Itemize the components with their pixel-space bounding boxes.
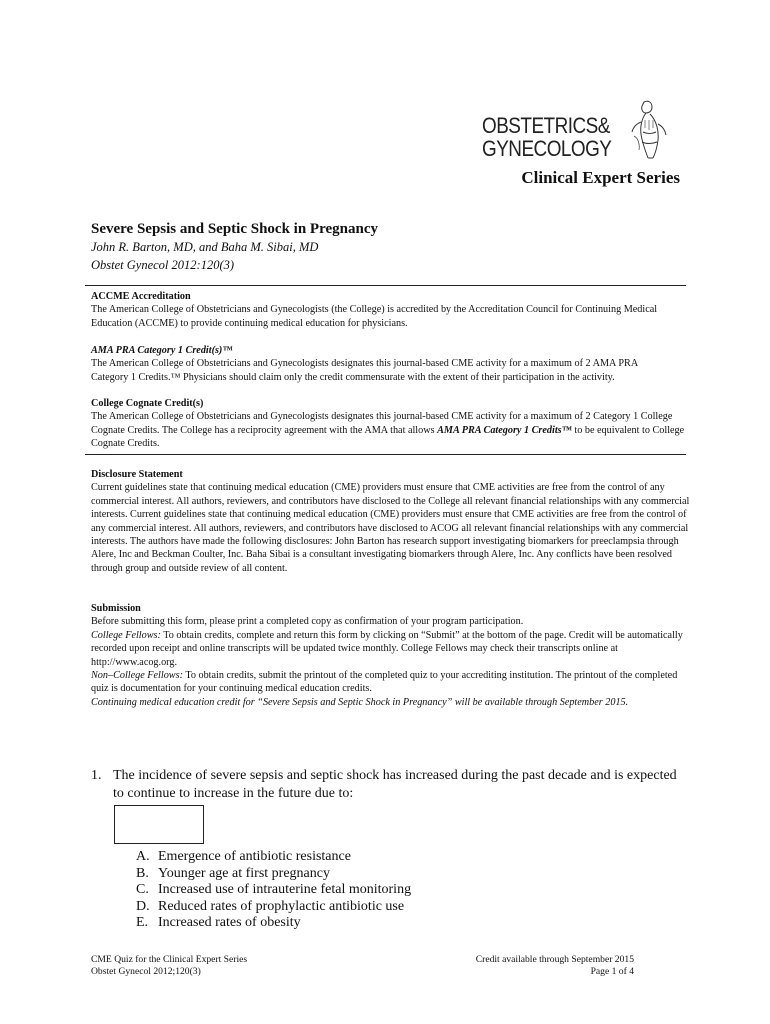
disclosure-text: Current guidelines state that continuing medical education (CME) providers must ensure that CME activities are free from the control of any commercial interest. All authors, reviewers, and contributors have disclosed to the College all relevant financial relationships with any commercial interests. Current guidelines state that continuing medical education (CME) providers must ensure that CME activities are free from the control of any commercial interest. All authors, reviewers, and contributors have disclosed to ACOG all relevant financial relationships with any commercial interests. The authors have made the following disclosures: John Barton has research support investigating biomarkers for preeclampsia through Alere, Inc and Beckman Coulter, Inc. Baha Sibai is a consultant investigating biomarkers through Alere, Inc. Any conflicts have been resolved through group and outside review of all content.	[91, 482, 690, 574]
footer-left	[91, 954, 247, 979]
option-b	[136, 866, 411, 883]
disclosure-heading: Disclosure Statement	[91, 469, 183, 480]
question-text: The incidence of severe sepsis and septic shock has increased during the past decade and is expected to continue to increase in the future due to:	[113, 768, 677, 801]
article-title: Severe Sepsis and Septic Shock in Pregnancy	[91, 221, 378, 237]
footer-quiz-title: CME Quiz for the Clinical Expert Series	[91, 954, 248, 965]
option-text: Reduced rates of prophylactic antibiotic use	[158, 898, 405, 914]
article-authors: John R. Barton, MD, and Baha M. Sibai, MD	[91, 240, 319, 254]
answer-options	[136, 849, 411, 932]
option-c	[136, 882, 411, 899]
logo-figure-icon	[612, 98, 674, 162]
submission-fellows	[91, 629, 691, 669]
question-number: 1.	[91, 768, 102, 783]
nonfellows-text: To obtain credits, submit the printout of the completed quiz to your accrediting institution. The printout of the completed quiz is documentation for your continuing medical education credits.	[91, 670, 678, 695]
option-e	[136, 915, 411, 932]
page-number: Page 1 of 4	[590, 966, 634, 978]
option-text: Increased rates of obesity	[158, 915, 301, 931]
logo-line-2: GYNECOLOGY	[482, 136, 612, 161]
cognate-text-emphasis: AMA PRA Category 1 Credits™	[437, 424, 572, 436]
disclosure-section	[91, 468, 691, 575]
article-citation: Obstet Gynecol 2012:120(3)	[91, 258, 235, 272]
option-letter: C.	[136, 882, 149, 898]
cognate-text-end: to be equivalent to College Cognate Credits.	[91, 424, 685, 450]
credit-availability: Continuing medical education credit for “Severe Sepsis and Septic Shock in Pregnancy” will be available through September 2015.	[91, 696, 629, 708]
journal-logo	[482, 98, 677, 162]
cognate-text	[91, 410, 691, 450]
series-title: Clinical Expert Series	[521, 168, 680, 187]
submission-section	[91, 602, 691, 709]
option-letter: D.	[136, 898, 150, 914]
option-letter: B.	[136, 865, 149, 881]
submission-intro: Before submitting this form, please print a completed copy as confirmation of your program participation.	[91, 616, 524, 628]
logo-line-1: OBSTETRICS&	[482, 113, 610, 138]
option-a	[136, 849, 411, 866]
submission-nonfellows	[91, 669, 691, 696]
ama-heading: AMA PRA Category 1 Credit(s)™	[91, 345, 233, 356]
ama-text-line-1: The American College of Obstetricians and Gynecologists designates this journal-based CME activity for a maximum of 2 AMA PRA	[91, 358, 639, 370]
logo-wordmark	[482, 114, 611, 160]
option-d	[136, 899, 411, 916]
accme-heading: ACCME Accreditation	[91, 291, 191, 302]
footer-citation: Obstet Gynecol 2012;120(3)	[91, 966, 201, 978]
submission-heading: Submission	[91, 603, 141, 614]
cognate-text-start: The American College of Obstetricians and Gynecologists designates this journal-based CME activity for a maximum of 2 Category 1 College Cognate Credits. The College has a reciprocity agreement with the AMA that allows	[91, 411, 673, 436]
option-letter: E.	[136, 915, 149, 931]
option-text: Emergence of antibiotic resistance	[158, 849, 351, 864]
middle-divider	[85, 454, 686, 455]
footer-credit-availability: Credit available through September 2015	[475, 954, 634, 965]
fellows-label: College Fellows:	[91, 629, 161, 641]
ama-section	[91, 344, 691, 384]
ama-text-line-2: Category 1 Credits.™ Physicians should claim only the credit commensurate with the extent of their participation in the activity.	[91, 371, 615, 383]
accme-text: The American College of Obstetricians and Gynecologists (the College) is accredited by the Accreditation Council for Continuing Medical Education (ACCME) to provide continuing medical education for physicians.	[91, 304, 658, 329]
option-letter: A.	[136, 849, 150, 864]
option-text: Younger age at first pregnancy	[158, 865, 330, 881]
fellows-text: To obtain credits, complete and return this form by clicking on “Submit” at the bottom of the page. Credit will be automatically recorded upon receipt and online transcripts will be updated twice monthly. College Fellows may check their transcripts online at http://www.acog.org.	[91, 629, 683, 668]
nonfellows-label: Non–College Fellows:	[91, 670, 183, 682]
option-text: Increased use of intrauterine fetal monitoring	[158, 882, 412, 898]
cognate-section	[91, 397, 691, 451]
cognate-heading: College Cognate Credit(s)	[91, 398, 204, 409]
top-divider	[85, 285, 686, 286]
accme-section	[91, 290, 691, 330]
answer-input[interactable]	[114, 805, 204, 844]
footer-right	[476, 954, 634, 979]
